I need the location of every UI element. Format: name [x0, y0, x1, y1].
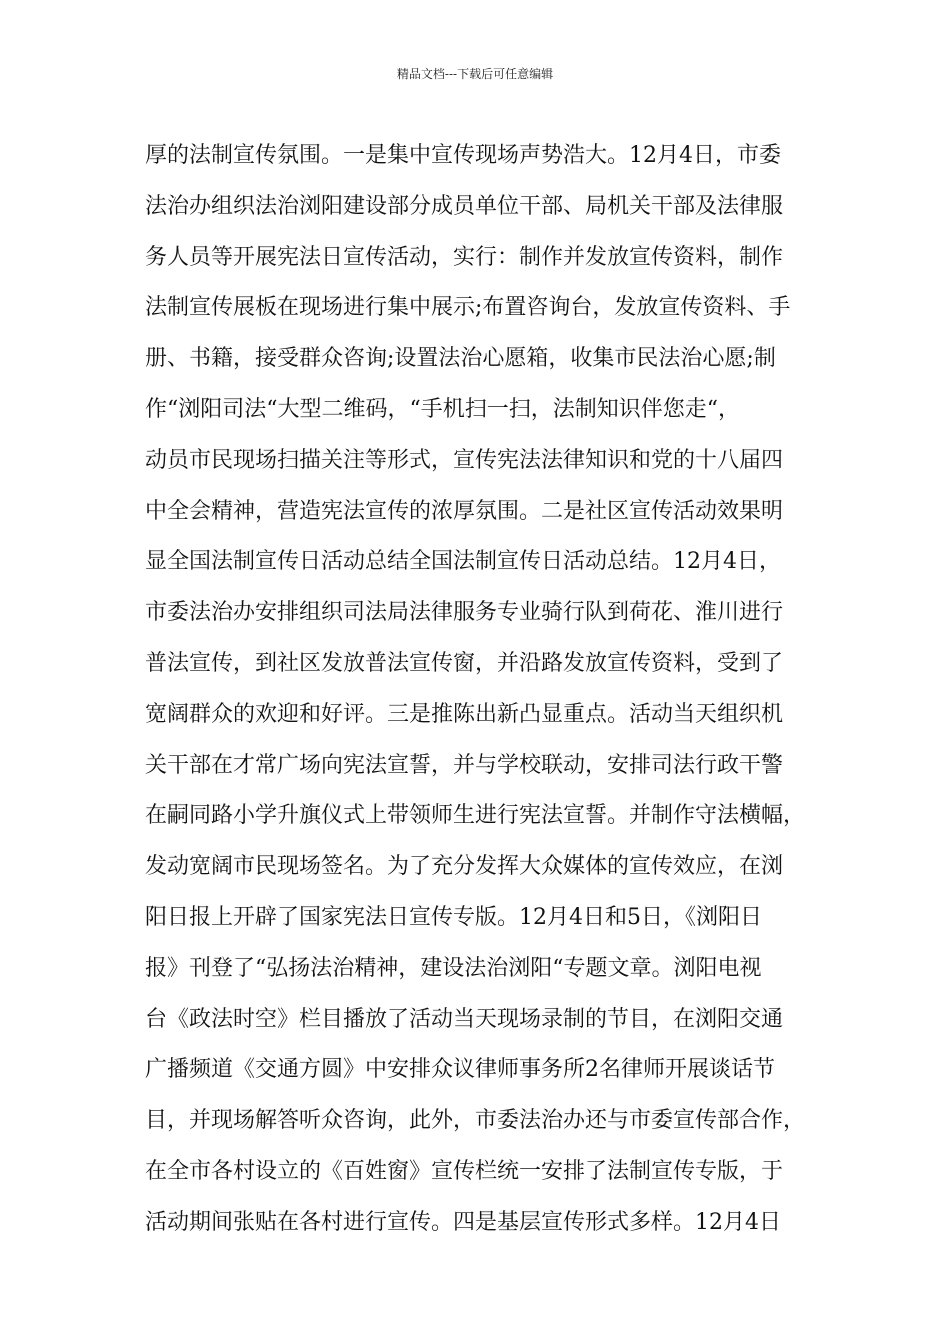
text-line: 册、书籍，接受群众咨询;设置法治心愿箱，收集市民法治心愿;制	[145, 346, 776, 372]
text-line: 动员市民现场扫描关注等形式，宣传宪法法律知识和党的十八届四	[145, 447, 784, 473]
text-line: 活动期间张贴在各村进行宣传。四是基层宣传形式多样。12月4日	[145, 1209, 781, 1235]
body-text	[145, 131, 815, 1249]
text-line: 在全市各村设立的《百姓窗》宣传栏统一安排了法制宣传专版，于	[145, 1158, 784, 1184]
text-line: 法治办组织法治浏阳建设部分成员单位干部、局机关干部及法律服	[145, 193, 784, 219]
text-line: 关干部在才常广场向宪法宣誓，并与学校联动，安排司法行政干警	[145, 752, 784, 778]
text-line: 目，并现场解答听众咨询，此外，市委法治办还与市委宣传部合作，	[145, 1108, 806, 1134]
text-line: 中全会精神，营造宪法宣传的浓厚氛围。二是社区宣传活动效果明	[145, 498, 784, 524]
text-line: 阳日报上开辟了国家宪法日宣传专版。12月4日和5日，《浏阳日	[145, 904, 762, 930]
text-line: 法制宣传展板在现场进行集中展示;布置咨询台，发放宣传资料、手	[145, 295, 791, 321]
text-line: 市委法治办安排组织司法局法律服务专业骑行队到荷花、淮川进行	[145, 600, 784, 626]
text-line: 发动宽阔市民现场签名。为了充分发挥大众媒体的宣传效应，在浏	[145, 854, 784, 880]
text-line: 务人员等开展宪法日宣传活动，实行：制作并发放宣传资料，制作	[145, 244, 784, 270]
text-line: 普法宣传，到社区发放普法宣传窗，并沿路发放宣传资料，受到了	[145, 650, 784, 676]
text-line: 广播频道《交通方圆》中安排众议律师事务所2名律师开展谈话节	[145, 1057, 775, 1083]
text-line: 显全国法制宣传日活动总结全国法制宣传日活动总结。12月4日，	[145, 549, 781, 575]
text-line: 厚的法制宣传氛围。一是集中宣传现场声势浩大。12月4日，市委	[145, 143, 781, 168]
text-line: 在嗣同路小学升旗仪式上带领师生进行宪法宣誓。并制作守法横幅，	[145, 803, 806, 829]
text-line: 报》刊登了“弘扬法治精神，建设法治浏阳“专题文章。浏阳电视	[145, 955, 762, 981]
text-line: 宽阔群众的欢迎和好评。三是推陈出新凸显重点。活动当天组织机	[145, 701, 784, 727]
text-line: 作“浏阳司法“大型二维码，“手机扫一扫，法制知识伴您走“，	[145, 396, 740, 422]
text-line: 台《政法时空》栏目播放了活动当天现场录制的节目，在浏阳交通	[145, 1006, 784, 1032]
page-header: 精品文档---下载后可任意编辑	[396, 67, 554, 81]
